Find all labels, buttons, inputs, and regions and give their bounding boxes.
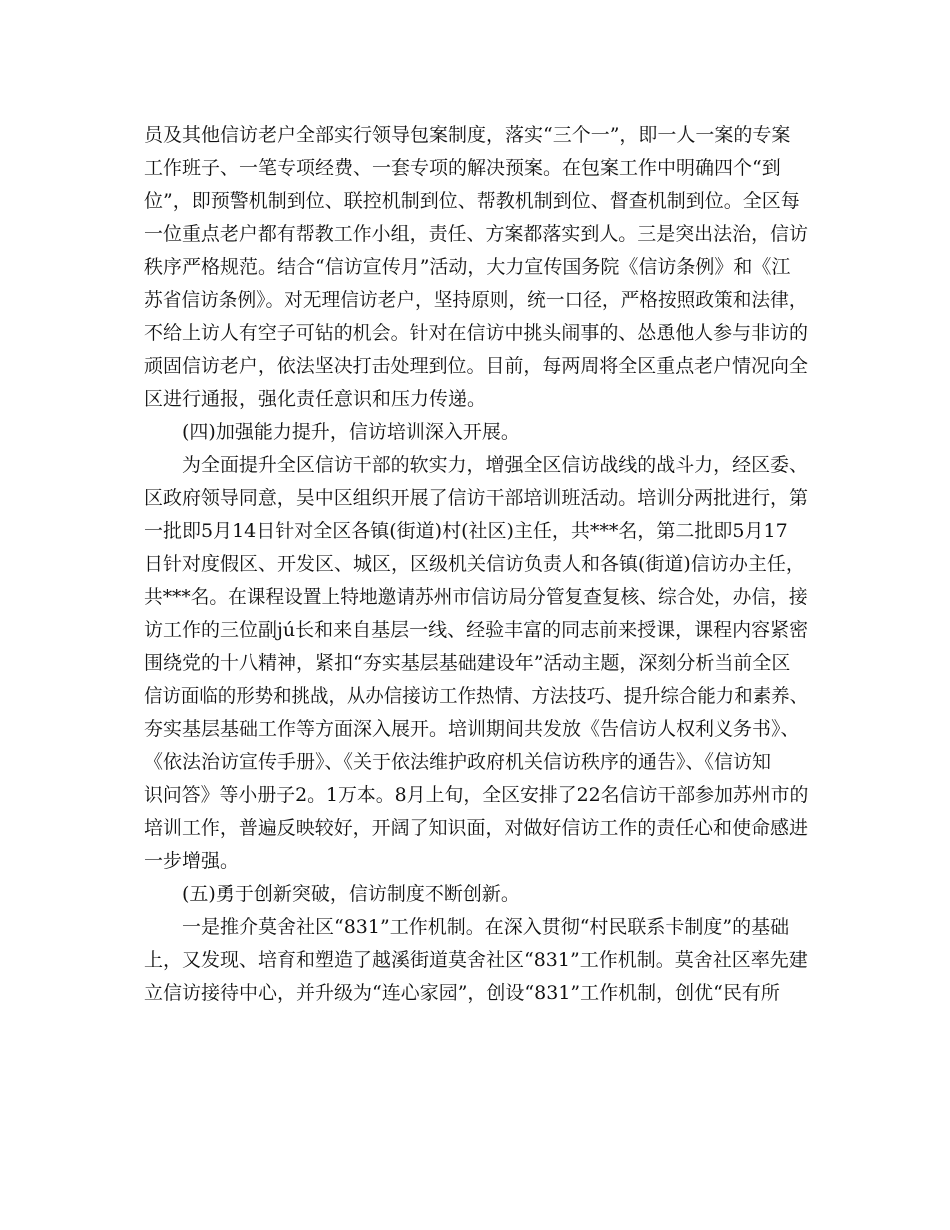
text-line: 夯实基层基础工作等方面深入展开。培训期间共发放《告信访人权利义务书》、 [144,718,800,740]
text-line: 区政府领导同意，吴中区组织开展了信访干部培训班活动。培训分两批进行，第 [144,487,809,509]
text-line: 为全面提升全区信访干部的软实力，增强全区信访战线的战斗力，经区委、 [182,454,809,476]
text-line: 一批即5月14日针对全区各镇(街道)村(社区)主任，共***名，第二批即5月17 [144,520,788,542]
section-heading: (四)加强能力提升，信访培训深入开展。 [182,421,520,443]
text-line: 工作班子、一笔专项经费、一套专项的解决预案。在包案工作中明确四个“到 [144,157,781,179]
text-line: 一是推介莫舍社区“831”工作机制。在深入贯彻“村民联系卡制度”的基础 [182,916,790,938]
text-line: 信访面临的形势和挑战，从办信接访工作热情、方法技巧、提升综合能力和素养、 [144,685,809,707]
text-line: 苏省信访条例》。对无理信访老户，坚持原则，统一口径，严格按照政策和法律， [144,289,808,311]
text-line: 不给上访人有空子可钻的机会。针对在信访中挑头闹事的、怂恿他人参与非访的 [144,322,809,344]
text-line: 识问答》等小册子2。1万本。8月上旬，全区安排了22名信访干部参加苏州市的 [144,784,809,806]
text-line: 秩序严格规范。结合“信访宣传月”活动，大力宣传国务院《信访条例》和《江 [144,256,791,278]
text-line: 培训工作，普遍反映较好，开阔了知识面，对做好信访工作的责任心和使命感进 [144,817,809,839]
text-line: 位”，即预警机制到位、联控机制到位、帮教机制到位、督查机制到位。全区每 [144,190,800,212]
text-line: 访工作的三位副jú长和来自基层一线、经验丰富的同志前来授课，课程内容紧密 [144,619,809,641]
text-line: 围绕党的十八精神，紧扣“夯实基层基础建设年”活动主题，深刻分析当前全区 [144,652,791,674]
text-line: 上，又发现、培育和塑造了越溪街道莫舍社区“831”工作机制。莫舍社区率先建 [144,949,808,971]
text-line: 区进行通报，强化责任意识和压力传递。 [144,388,487,410]
text-line: 一步增强。 [144,850,240,872]
section-heading: (五)勇于创新突破，信访制度不断创新。 [182,883,520,905]
text-line: 顽固信访老户，依法坚决打击处理到位。目前，每两周将全区重点老户情况向全 [144,355,809,377]
text-line: 日针对度假区、开发区、城区，区级机关信访负责人和各镇(街道)信访办主任， [144,553,805,575]
text-line: 一位重点老户都有帮教工作小组，责任、方案都落实到人。三是突出法治，信访 [144,223,809,245]
text-line: 共***名。在课程设置上特地邀请苏州市信访局分管复查复核、综合处，办信，接 [144,586,808,608]
text-line: 《依法治访宣传手册》、《关于依法维护政府机关信访秩序的通告》、《信访知 [144,751,772,773]
text-line: 员及其他信访老户全部实行领导包案制度，落实“三个一”，即一人一案的专案 [144,124,791,146]
text-line: 立信访接待中心，并升级为“连心家园”，创设“831”工作机制，创优“民有所 [144,982,780,1004]
